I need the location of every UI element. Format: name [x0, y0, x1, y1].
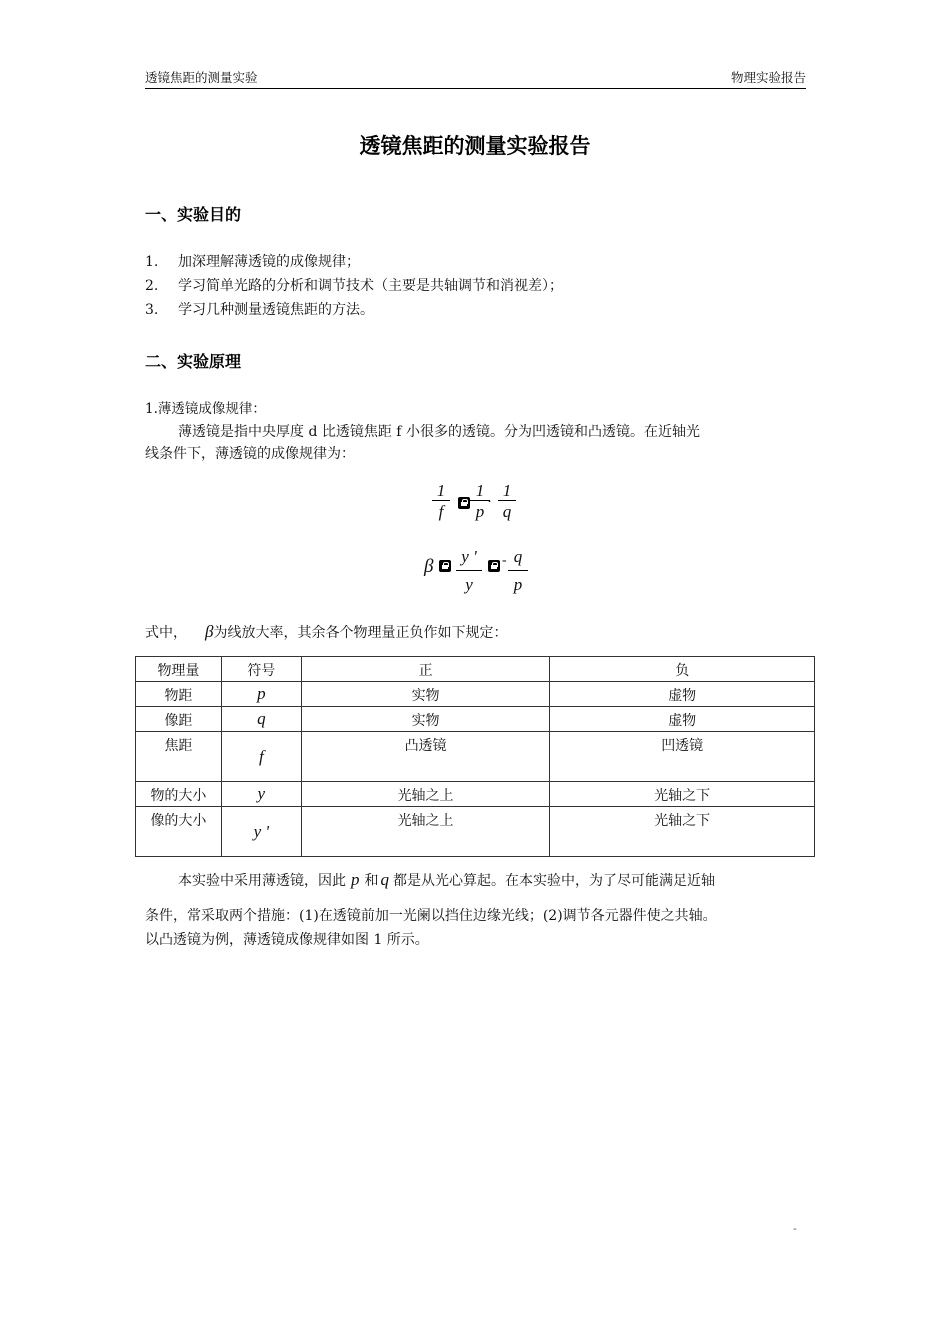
denominator: p	[475, 502, 485, 521]
section-heading-purpose: 一、实验目的	[145, 205, 242, 224]
paragraph-text: 和	[364, 873, 379, 889]
table-intro	[145, 621, 507, 644]
intro-suffix: 为线放大率，其余各个物理量正负作如下规定：	[213, 625, 508, 641]
table-row	[136, 682, 815, 707]
table-cell: 虚物	[550, 707, 815, 732]
equals-glyph-icon	[458, 497, 470, 509]
document-title: 透镜焦距的测量实验报告	[359, 134, 591, 158]
magnification-equation	[424, 544, 534, 599]
list-item-number: 3.	[145, 302, 159, 318]
fraction-q-over-p	[508, 544, 528, 599]
list-item-text: 学习几种测量透镜焦距的方法。	[178, 302, 374, 318]
table-cell: 物距	[136, 682, 222, 707]
numerator: y '	[456, 544, 482, 571]
header-right: 物理实验报告	[730, 70, 806, 85]
table-cell-symbol: q	[221, 707, 301, 732]
table-row	[136, 807, 815, 857]
table-cell-symbol: f	[221, 732, 301, 782]
fraction-y-prime-over-y	[456, 544, 482, 599]
table-cell-symbol: p	[221, 682, 301, 707]
p-symbol: p	[351, 870, 360, 889]
table-cell: 像距	[136, 707, 222, 732]
paragraph-line: 以凸透镜为例，薄透镜成像规律如图 1 所示。	[145, 932, 429, 948]
q-symbol: q	[380, 870, 389, 889]
column-header: 符号	[221, 657, 301, 682]
denominator: f	[438, 502, 444, 521]
list-item	[145, 275, 563, 295]
table-cell: 光轴之上	[301, 807, 550, 857]
paragraph-text: 都是从光心算起。在本实验中，为了尽可能满足近轴	[393, 873, 715, 889]
column-header: 正	[301, 657, 550, 682]
column-header: 负	[550, 657, 815, 682]
fraction-one-over-q	[498, 482, 516, 523]
column-header: 物理量	[136, 657, 222, 682]
paragraph-text: 本实验中采用薄透镜，因此	[178, 873, 346, 889]
table-row	[136, 707, 815, 732]
paragraph-line: 线条件下，薄透镜的成像规律为：	[145, 446, 355, 462]
table-cell: 像的大小	[136, 807, 222, 857]
minus-sign: -	[502, 553, 507, 568]
numerator: 1	[470, 482, 490, 501]
table-cell: 光轴之下	[550, 782, 815, 807]
numerator: 1	[432, 482, 450, 501]
table-cell: 物的大小	[136, 782, 222, 807]
numerator: 1	[498, 482, 516, 501]
table-cell: 光轴之上	[301, 782, 550, 807]
denominator: p	[513, 575, 523, 594]
sign-convention-table	[135, 656, 815, 857]
list-item	[145, 251, 360, 271]
plus-glyph: ·	[487, 494, 492, 510]
header-left: 透镜焦距的测量实验	[145, 70, 258, 85]
page-number: -	[793, 1222, 797, 1235]
table-cell: 凹透镜	[550, 732, 815, 782]
table-row	[136, 782, 815, 807]
paragraph-line	[178, 869, 715, 892]
table-cell: 光轴之下	[550, 807, 815, 857]
list-item-number: 1.	[145, 254, 159, 270]
table-cell: 实物	[301, 682, 550, 707]
section-heading-principle: 二、实验原理	[145, 352, 242, 371]
table-cell: 凸透镜	[301, 732, 550, 782]
table-cell-symbol: y	[221, 782, 301, 807]
equals-glyph-icon	[439, 560, 451, 572]
paragraph-line: 薄透镜是指中央厚度 d 比透镜焦距 f 小很多的透镜。分为凹透镜和凸透镜。在近轴光	[178, 424, 700, 440]
list-item	[145, 299, 374, 319]
equals-glyph-icon	[488, 560, 500, 572]
table-cell: 焦距	[136, 732, 222, 782]
numerator: q	[508, 544, 528, 571]
table-header-row	[136, 657, 815, 682]
page-header	[145, 68, 806, 89]
table-cell-symbol: y '	[221, 807, 301, 857]
table-cell: 实物	[301, 707, 550, 732]
beta-symbol: β	[424, 556, 434, 577]
list-item-text: 加深理解薄透镜的成像规律；	[178, 254, 360, 270]
denominator: q	[502, 502, 512, 521]
table-row	[136, 732, 815, 782]
fraction-one-over-f	[432, 482, 450, 523]
beta-symbol: β	[205, 622, 214, 641]
denominator: y	[465, 575, 473, 594]
list-item-number: 2.	[145, 278, 159, 294]
intro-prefix: 式中，	[145, 625, 187, 641]
paragraph-line: 条件，常采取两个措施：(1)在透镜前加一光阑以挡住边缘光线；(2)调节各元器件使之共轴。	[145, 908, 717, 924]
subsection-title: 1.薄透镜成像规律：	[145, 401, 266, 417]
table-cell: 虚物	[550, 682, 815, 707]
lens-equation	[430, 482, 530, 527]
list-item-text: 学习简单光路的分析和调节技术（主要是共轴调节和消视差）；	[178, 278, 563, 294]
